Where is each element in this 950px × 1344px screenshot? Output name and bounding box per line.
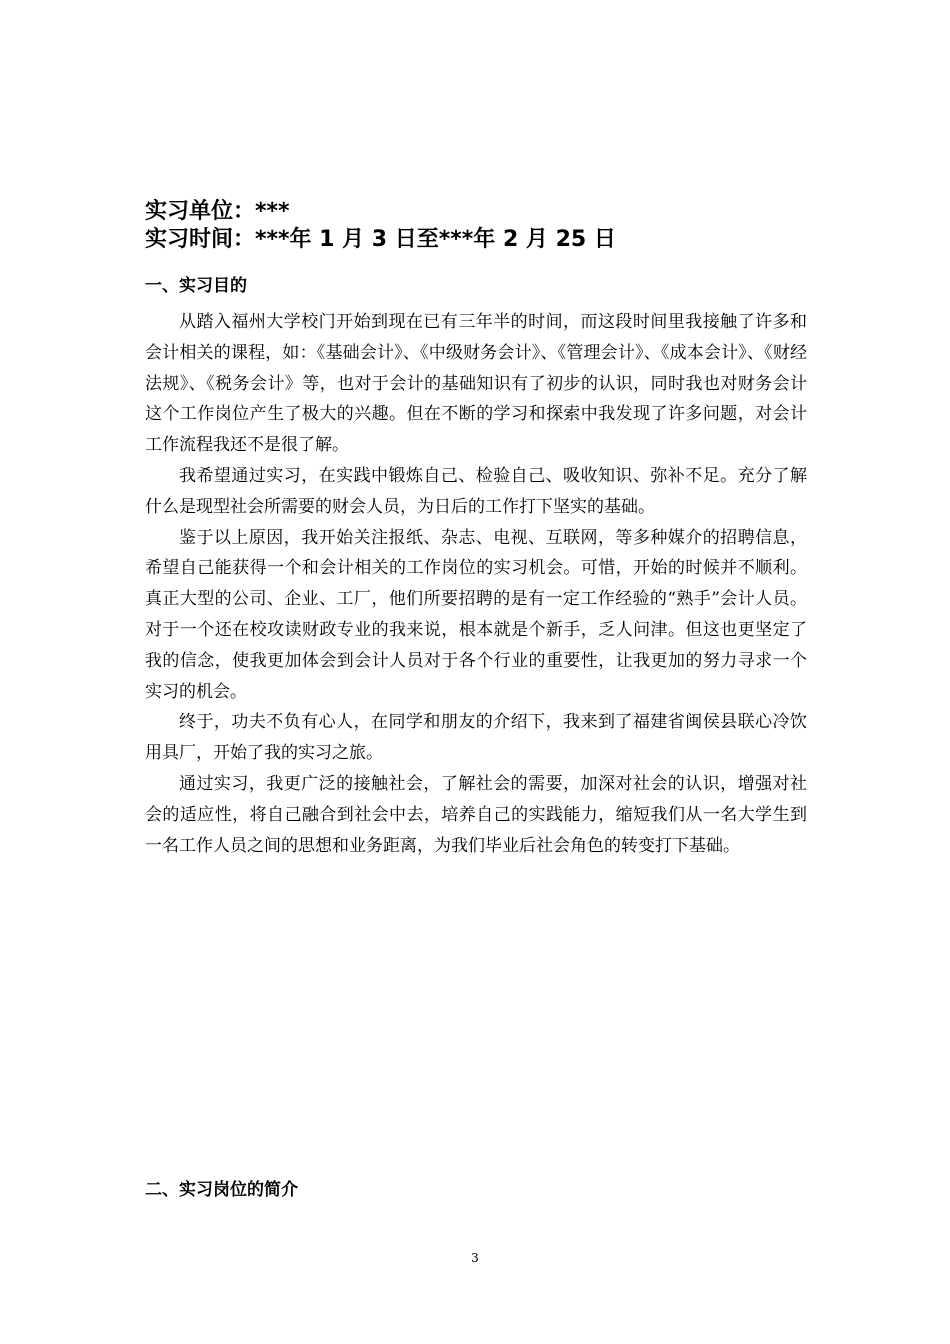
section-heading-position-intro: 二、实习岗位的简介 [145, 1180, 298, 1200]
section-body-purpose [145, 307, 807, 861]
internship-unit-line: 实习单位：*** [145, 199, 290, 224]
paragraph: 鉴于以上原因，我开始关注报纸、杂志、电视、互联网，等多种媒介的招聘信息，希望自己能获得一个和会计相关的工作岗位的实习机会。可惜，开始的时候并不顺利。真正大型的公司、企业、工厂，他们所要招聘的是有一定工作经验的“熟手”会计人员。对于一个还在校攻读财政专业的我来说，根本就是个新手，乏人问津。但这也更坚定了我的信念，使我更加体会到会计人员对于各个行业的重要性，让我更加的努力寻求一个实习的机会。 [145, 527, 807, 702]
paragraph: 我希望通过实习，在实践中锻炼自己、检验自己、吸收知识、弥补不足。充分了解什么是现型社会所需要的财会人员，为日后的工作打下坚实的基础。 [145, 465, 807, 517]
page-number: 3 [471, 1251, 479, 1265]
paragraph: 从踏入福州大学校门开始到现在已有三年半的时间，而这段时间里我接触了许多和会计相关的课程，如：《基础会计》、《中级财务会计》、《管理会计》、《成本会计》、《财经法规》、《税务会计》等，也对于会计的基础知识有了初步的认识，同时我也对财务会计这个工作岗位产生了极大的兴趣。但在不断的学习和探索中我发现了许多问题，对会计工作流程我还不是很了解。 [145, 312, 807, 456]
paragraph: 通过实习，我更广泛的接触社会，了解社会的需要，加深对社会的认识，增强对社会的适应性，将自己融合到社会中去，培养自己的实践能力，缩短我们从一名大学生到一名工作人员之间的思想和业务距离，为我们毕业后社会角色的转变打下基础。 [145, 773, 807, 856]
internship-time-line: 实习时间：***年 1 月 3 日至***年 2 月 25 日 [145, 227, 616, 252]
section-heading-purpose: 一、实习目的 [145, 276, 247, 296]
paragraph: 终于，功夫不负有心人，在同学和朋友的介绍下，我来到了福建省闽侯县联心冷饮用具厂，开始了我的实习之旅。 [145, 712, 807, 764]
